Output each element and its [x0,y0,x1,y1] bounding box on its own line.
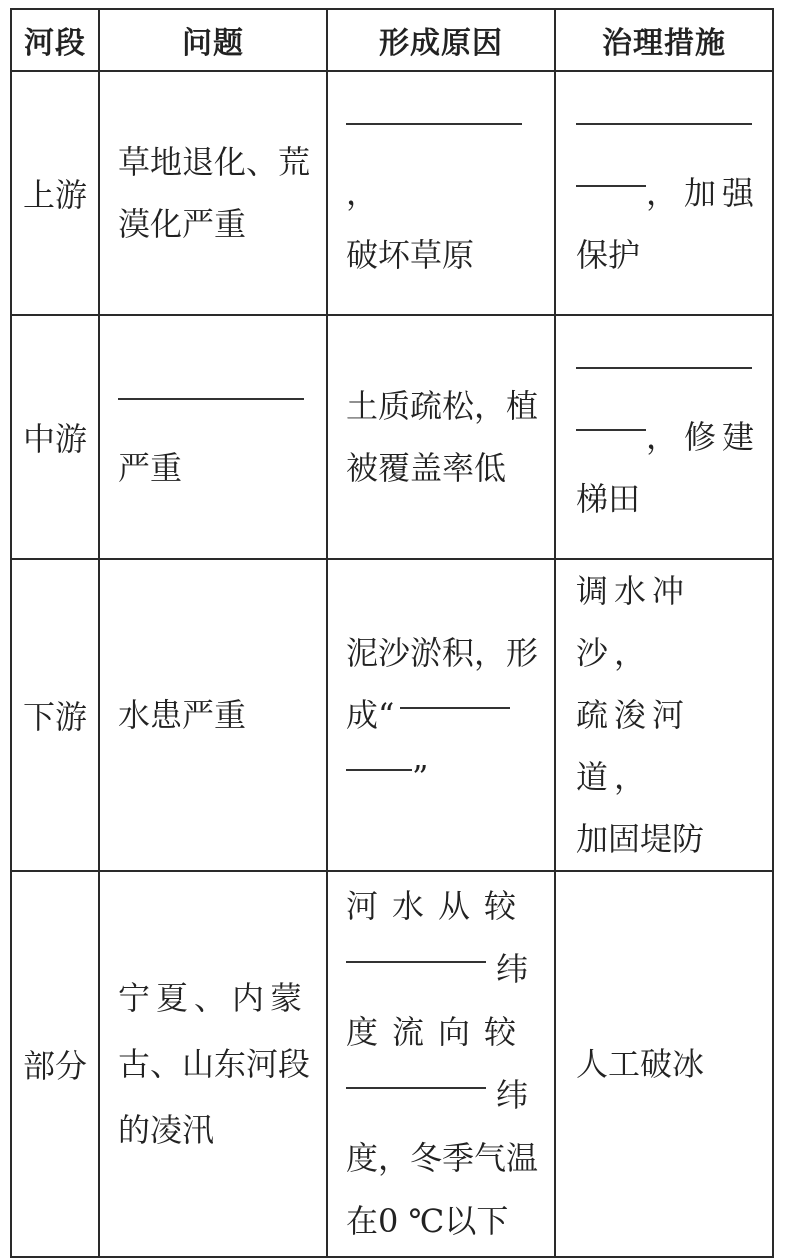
cause-cell [327,315,555,559]
fill-blank[interactable] [346,769,412,771]
segment-upper: 上游 [11,71,99,315]
cause-line: 被覆盖率低 [346,449,507,487]
fill-blank[interactable] [576,367,752,369]
header-measure: 治理措施 [555,9,773,71]
fill-blank[interactable] [576,185,646,187]
cause-line: 河水从较 [346,887,531,925]
measure-cell [555,871,773,1257]
measure-line: 梯田 [576,480,641,518]
problem-line: 水患严重 [118,696,247,734]
table-row [11,71,773,315]
cause-line [346,100,542,224]
fill-blank[interactable] [576,429,646,431]
measure-text: ，修建 [646,418,761,456]
measure-line: 保护 [576,236,641,274]
table-row [11,559,773,871]
cause-line: 泥沙淤积，形 [346,634,539,672]
cause-text: 成“ [346,696,395,734]
segment-middle: 中游 [11,315,99,559]
fill-blank[interactable] [118,398,304,400]
cause-line [346,746,542,808]
problem-cell [99,71,327,315]
measure-text: ，加强 [646,174,761,212]
measure-cell [555,559,773,871]
cause-text: ， [346,174,379,212]
cause-line [346,684,542,746]
measure-line [576,406,760,468]
problem-cell [99,559,327,871]
table-row [11,315,773,559]
measure-line: 人工破冰 [576,1045,705,1083]
problem-line [118,375,314,437]
cause-line: 土质疏松，植 [346,387,539,425]
cause-line: 度流向较 [346,1013,531,1051]
cause-text: 纬 [496,950,529,988]
cause-line: 在0 ℃以下 [346,1202,509,1240]
fill-blank[interactable] [576,123,752,125]
cause-cell [327,559,555,871]
problem-line: 草地退化、荒 [118,143,311,181]
measure-cell [555,71,773,315]
measure-line [576,100,760,162]
measure-line [576,344,760,406]
measure-line: 调水冲沙， [576,572,691,672]
cause-line: 破坏草原 [346,236,475,274]
cause-line [346,1064,542,1127]
cause-cell [327,71,555,315]
fill-blank[interactable] [346,1087,486,1089]
problem-line: 宁夏、内蒙 [118,979,309,1017]
segment-partial: 部分 [11,871,99,1257]
header-segment: 河段 [11,9,99,71]
table-row [11,871,773,1257]
fill-blank[interactable] [346,123,522,125]
problem-cell [99,871,327,1257]
cause-line: 度，冬季气温 [346,1139,539,1177]
problem-line: 的凌汛 [118,1111,215,1149]
problem-line: 漠化严重 [118,205,247,243]
problem-line: 古、山东河段 [118,1045,311,1083]
cause-cell [327,871,555,1257]
measure-line: 加固堤防 [576,820,705,858]
measure-line: 疏浚河道， [576,696,691,796]
problem-cell [99,315,327,559]
segment-lower: 下游 [11,559,99,871]
cause-text: 纬 [496,1076,529,1114]
fill-blank[interactable] [400,707,510,709]
measure-line [576,162,760,224]
problem-line: 严重 [118,449,183,487]
cause-line [346,938,542,1001]
measure-cell [555,315,773,559]
fill-blank[interactable] [346,961,486,963]
yellow-river-table [10,8,774,1258]
header-problem: 问题 [99,9,327,71]
header-cause: 形成原因 [327,9,555,71]
cause-text: ” [412,758,429,796]
table-header-row [11,9,773,71]
